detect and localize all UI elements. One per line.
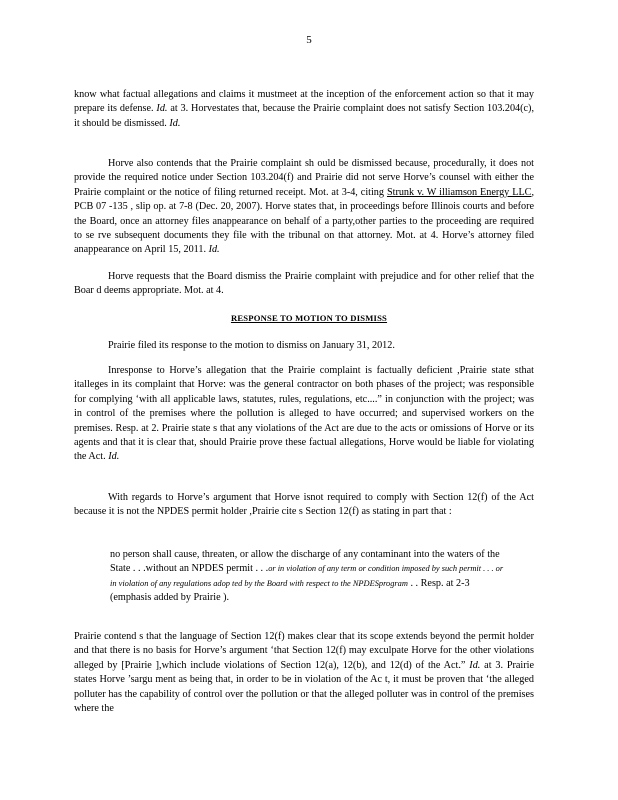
p5-text: Inresponse to Horve’s allegation that the Prairie complaint is factually deficient ,Prairie state sthat italleges in its complaint that Horve: was the general contractor on both phases of the project; was responsible for complying ‘with all applicable laws, statutes, rules, regulations, etc....” in conjunction with the project; was in control of the premises where the pollution is alleged to have occurred; and supervised workers on the premises. Resp. at 2. Prairie state s that any violations of the Act are due to the acts or omissions of Horve or its agents and that it is clear that, should Prairie prove these factual allegations, Horve would be liable for violating the Act.	[74, 365, 534, 463]
paragraph-6	[74, 491, 534, 520]
p1-text-2: at 3. Horvestates that, because the Prairie complaint does not satisfy Section 103.204(c), it should be dismissed.	[74, 103, 534, 129]
quote-text-2: . . Resp. at 2-3 (emphasis added by Prairie ).	[110, 577, 470, 604]
paragraph-5	[74, 364, 534, 465]
p7-citation: Id.	[469, 659, 481, 671]
page-number: 5	[306, 34, 312, 46]
paragraph-4	[74, 339, 534, 353]
section-heading: RESPONSE TO MOTION TO DISMISS	[230, 313, 388, 323]
p7-text-2: at 3. Prairie states Horve ’sargu ment as being that, in order to be in violation of the Ac t, it must be proven that ‘the alleged polluter has the capability of control over the pollution or that the alleged polluter was in control of the premises where the	[74, 659, 534, 715]
quote-text-1: no person shall cause, threaten, or allow the discharge of any contaminant into the waters of the State . . .without an NPDES permit . . .	[110, 549, 500, 575]
quote-italic-emphasis: or in violation of any term or condition imposed by such permit . . . or in violation of any regulations adop ted by the Board with respect to the NPDESprogram	[110, 564, 504, 588]
p2-citation: Id.	[208, 244, 220, 256]
paragraph-2	[74, 157, 534, 258]
paragraph-3	[74, 270, 534, 299]
block-quote	[110, 548, 504, 606]
p2-case-name: Strunk v. W illiamson Energy LLC	[386, 186, 532, 198]
p2-text-1: Horve also contends that the Prairie complaint sh ould be dismissed because, procedurally, it does not provide the required notice under Section 103.204(f) and Prairie did not serve Horve’s counsel with either the Prairie complaint or the notice of filing returned receipt. Mot. at 3-4, citing	[74, 158, 534, 198]
p7-text-1: Prairie contend s that the language of Section 12(f) makes clear that its scope extends beyond the permit holder and that there is no basis for Horve’s argument ‘that Section 12(f) may exculpate Horve for the other violations alleged by [Prairie ],which include violations of Section 12(a), 12(b), and 12(d) of the Act.”	[74, 631, 534, 671]
p1-text-1: know what factual allegations and claims it mustmeet at the inception of the enforcement action so that it may prepare its defense.	[74, 89, 534, 115]
p2-text-2: , PCB 07 -135 , slip op. at 7-8 (Dec. 20, 2007). Horve states that, in proceedings before Illinois courts and before the Board, once an attorney files anappearance on behalf of a party,other parties to the proceeding are required to se rve subsequent documents they file with the tribunal on that attorney. Mot. at 4. Horve’s attorney filed anappearance on April 15, 2011.	[74, 186, 535, 256]
paragraph-7	[74, 630, 534, 716]
p5-citation: Id.	[108, 451, 120, 463]
p4-text: Prairie filed its response to the motion to dismiss on January 31, 2012.	[108, 340, 395, 351]
p1-citation-1: Id.	[156, 103, 168, 115]
paragraph-1	[74, 88, 534, 131]
p3-text: Horve requests that the Board dismiss the Prairie complaint with prejudice and for other relief that the Boar d deems appropriate. Mot. at 4.	[74, 271, 534, 297]
p6-text: With regards to Horve’s argument that Horve isnot required to comply with Section 12(f) of the Act because it is not the NPDES permit holder ,Prairie cite s Section 12(f) as stating in part that :	[74, 492, 534, 518]
p1-citation-2: Id.	[169, 117, 181, 129]
